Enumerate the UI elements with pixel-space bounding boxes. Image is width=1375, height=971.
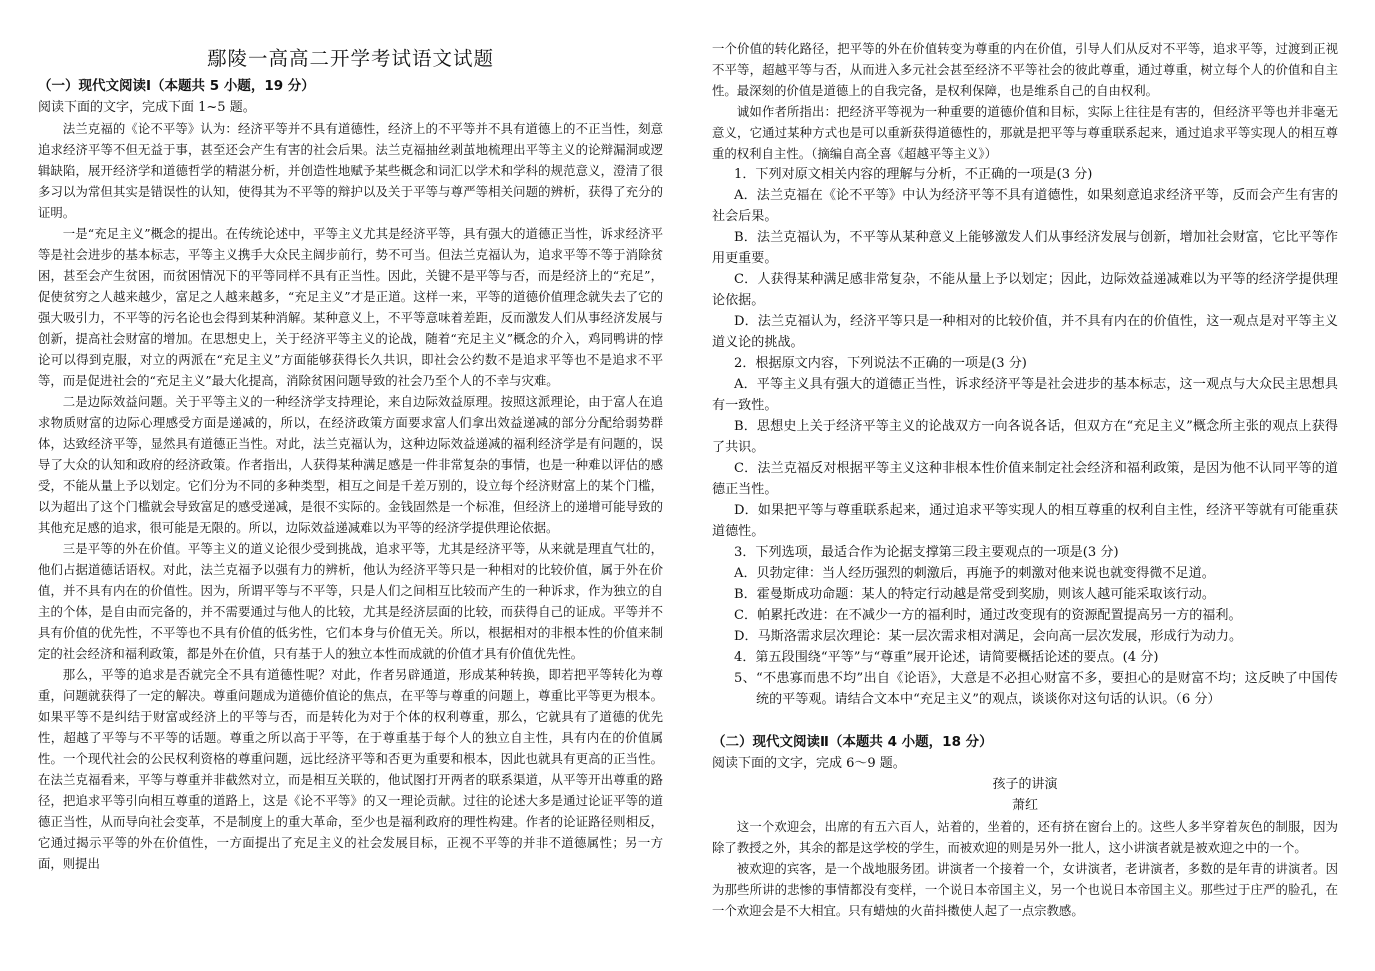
question-1-stem: 1．下列对原文相关内容的理解与分析，不正确的一项是(3 分) (734, 167, 1093, 182)
right-column (712, 38, 1338, 921)
question-3-option-b: B．霍曼斯成功命题：某人的特定行动越是常受到奖励，则该人越可能采取该行动。 (734, 587, 1215, 602)
question-2-stem: 2．根据原文内容，下列说法不正确的一项是(3 分) (734, 356, 1027, 371)
passage-paragraph-5: 那么，平等的追求是否就完全不具有道德性呢？对此，作者另辟通道，形成某种转换，即若把平等转化为尊重，问题就获得了一定的解决。尊重问题成为道德价值论的焦点，在平等与尊重的问题上，尊重比平等更为根本。如果平等不是纠结于财富或经济上的平等与否，而是转化为对于个体的权利尊重，那么，它就具有了道德的优先性，超越了平等与不平等的话题。尊重之所以高于平等，在于尊重基于每个人的独立自主性，具有内在的价值属性。一个现代社会的公民权利资格的尊重问题，远比经济平等和否更为重要和根本，因此也就具有更高的正当性。在法兰克福看来，平等与尊重并非截然对立，而是相互关联的，他试图打开两者的联系渠道，从平等开出尊重的路径，把追求平等引向相互尊重的道路上，这是《论不平等》的又一理论贡献。过往的论述大多是通过论证平等的道德正当性，从而导向社会变革，不是制度上的重大革命，至少也是福利政府的理性构建。作者的论证路径则相反，它通过揭示平等的外在价值性，一方面提出了充足主义的社会发展目标，正视不平等的并非不道德属性；另一方面，则提出 (38, 667, 663, 871)
question-2-option-d: D．如果把平等与尊重联系起来，通过追求平等实现人的相互尊重的权利自主性，经济平等就有可能重获道德性。 (712, 503, 1338, 539)
question-2-option-b: B．思想史上关于经济平等主义的论战双方一向各说各话，但双方在“充足主义”概念所主张的观点上获得了共识。 (712, 419, 1338, 455)
passage-closing: 诚如作者所指出：把经济平等视为一种重要的道德价值和目标，实际上往往是有害的，但经济平等也并非毫无意义，它通过某种方式也是可以重新获得道德性的，那就是把平等与尊重联系起来，通过追求平等实现人的相互尊重的权利自主性。（摘编自高全喜《超越平等主义》） (712, 104, 1338, 161)
question-3-stem: 3．下列选项，最适合作为论据支撑第三段主要观点的一项是(3 分) (734, 545, 1119, 560)
story-paragraph-2: 被欢迎的宾客，是一个战地服务团。讲演者一个接着一个，女讲演者，老讲演者，多数的是年青的讲演者。因为那些所讲的悲惨的事情都没有变样，一个说日本帝国主义，另一个也说日本帝国主义。那些过于庄严的脸孔，在一个欢迎会是不大相宜。只有蜡烛的火苗抖擞使人起了一点宗教感。 (712, 861, 1338, 918)
section2-heading: （二）现代文阅读Ⅱ（本题共 4 小题，18 分） (712, 734, 993, 750)
question-1-option-b: B．法兰克福认为，不平等从某种意义上能够激发人们从事经济发展与创新，增加社会财富，它比平等作用更重要。 (712, 230, 1338, 266)
passage-paragraph-2: 一是“充足主义”概念的提出。在传统论述中，平等主义尤其是经济平等，具有强大的道德正当性，诉求经济平等是社会进步的基本标志，平等主义携手大众民主阔步前行，势不可当。但法兰克福认为，追求平等不等于消除贫困，甚至会产生贫困，而贫困情况下的平等同样不具有正当性。因此，关键不是平等与否，而是经济上的“充足”，促使贫穷之人越来越少，富足之人越来越多，“充足主义”才是正道。这样一来，平等的道德价值理念就失去了它的强大吸引力，不平等的污名论也会得到某种消解。某种意义上，不平等意味着差距，反而激发人们从事经济发展与创新，提高社会财富的增加。在思想史上，关于经济平等主义的论战，随着“充足主义”概念的介入，鸡同鸭讲的悖论可以得到克服，对立的两派在“充足主义”方面能够获得长久共识，即社会公约数不是追求平等也不是追求不平等，而是促进社会的“充足主义”最大化提高，消除贫困问题导致的社会乃至个人的不幸与灾难。 (38, 226, 663, 388)
passage-paragraph-3: 二是边际效益问题。关于平等主义的一种经济学支持理论，来自边际效益原理。按照这派理论，由于富人在追求物质财富的边际心理感受方面是递减的，所以，在经济政策方面要求富人们拿出效益递减的部分分配给弱势群体，达致经济平等，显然具有道德正当性。对此，法兰克福认为，这种边际效益递减的福利经济学是有问题的，误导了大众的认知和政府的经济政策。作者指出，人获得某种满足感是一件非常复杂的事情，也是一种难以评估的感受，不能从量上予以划定。它们分为不同的多种类型，相互之间是千差万别的，设立每个经济财富上的某个门槛，以为超出了这个门槛就会导致富足的感受递减，是很不实际的。金钱固然是一个标准，但经济上的递增可能导致的其他充足感的追求，很可能是无限的。所以，边际效益递减难以为平等的经济学提供理论依据。 (38, 394, 663, 535)
question-2-option-a: A．平等主义具有强大的道德正当性，诉求经济平等是社会进步的基本标志，这一观点与大众民主思想具有一致性。 (712, 377, 1338, 413)
section-gap (712, 710, 1338, 732)
question-1-option-a: A．法兰克福在《论不平等》中认为经济平等不具有道德性，如果刻意追求经济平等，反而会产生有害的社会后果。 (712, 188, 1338, 224)
question-4-stem: 4．第五段围绕“平等”与“尊重”展开论述，请简要概括论述的要点。(4 分) (734, 650, 1159, 665)
section1-instruction: 阅读下面的文字，完成下面 1~5 题。 (38, 100, 256, 115)
section1-heading: （一）现代文阅读Ⅰ（本题共 5 小题，19 分） (38, 78, 315, 94)
question-3-option-d: D．马斯洛需求层次理论：某一层次需求相对满足，会向高一层次发展，形成行为动力。 (734, 629, 1243, 644)
question-1-option-c: C．人获得某种满足感非常复杂，不能从量上予以划定；因此，边际效益递减难以为平等的经济学提供理论依据。 (712, 272, 1338, 308)
passage-paragraph-4: 三是平等的外在价值。平等主义的道义论很少受到挑战，追求平等，尤其是经济平等，从来就是理直气壮的，他们占据道德话语权。对此，法兰克福予以强有力的辨析，他认为经济平等只是一种相对的比较价值，属于外在价值，并不具有内在的价值性。因为，所谓平等与不平等，只是人们之间相互比较而产生的一种诉求，作为独立的自主的个体，是自由而完备的，并不需要通过与他人的比较，尤其是经济层面的比较，而获得自己的证成。平等并不具有价值的优先性，不平等也不具有价值的低劣性，它们本身与价值无关。所以，根据相对的非根本性的价值来制定的社会经济和福利政策，都是外在价值，只有基于人的独立本性而成就的价值才具有价值优先性。 (38, 541, 663, 661)
section2-instruction: 阅读下面的文字，完成 6～9 题。 (712, 756, 906, 771)
question-3-option-a: A．贝勃定律：当人经历强烈的刺激后，再施予的刺激对他来说也就变得微不足道。 (734, 566, 1215, 581)
question-5 (712, 668, 1338, 710)
story-title: 孩子的讲演 (992, 777, 1058, 792)
passage-continuation: 一个价值的转化路径，把平等的外在价值转变为尊重的内在价值，引导人们从反对不平等，追求平等，过渡到正视不平等，超越平等与否，从而进入多元社会甚至经济不平等社会的彼此尊重，通过尊重，树立每个人的价值和自主性。最深刻的价值是道德上的自我完备，是权利保障，也是维系自己的自由权利。 (712, 41, 1338, 98)
passage-paragraph-1: 法兰克福的《论不平等》认为：经济平等并不具有道德性，经济上的不平等并不具有道德上的不正当性，刻意追求经济平等不但无益于事，甚至还会产生有害的社会后果。法兰克福抽丝剥茧地梳理出平等主义的论辩漏洞或逻辑缺陷，展开经济学和道德哲学的精湛分析，并创造性地赋予某些概念和词汇以学术和学科的规范意义，澄清了很多习以为常但其实是错误性的认知，使得其为不平等的辩护以及关于平等与尊严等相关问题的辨析，获得了充分的证明。 (38, 121, 663, 220)
left-column (38, 0, 663, 874)
question-5-stem: 5、“不患寡而患不均”出自《论语》，大意是不必担心财富不多，要担心的是财富不均；这反映了中国传统的平等观。请结合文本中“充足主义”的观点，谈谈你对这句话的认识。（6 分） (734, 671, 1338, 707)
question-1-option-d: D．法兰克福认为，经济平等只是一种相对的比较价值，并不具有内在的价值性，这一观点是对平等主义道义论的挑战。 (712, 314, 1338, 350)
story-paragraph-1: 这一个欢迎会，出席的有五六百人，站着的，坐着的，还有挤在窗台上的。这些人多半穿着灰色的制服，因为除了教授之外，其余的都是这学校的学生，而被欢迎的则是另外一批人，这小讲演者就是被欢迎之中的一个。 (712, 819, 1338, 855)
page-title: 鄢陵一高高二开学考试语文试题 (206, 47, 494, 70)
question-2-option-c: C．法兰克福反对根据平等主义这种非根本性价值来制定社会经济和福利政策，是因为他不认同平等的道德正当性。 (712, 461, 1338, 497)
question-3-option-c: C．帕累托改进：在不减少一方的福利时，通过改变现有的资源配置提高另一方的福利。 (734, 608, 1242, 623)
story-author: 萧红 (1011, 798, 1038, 813)
